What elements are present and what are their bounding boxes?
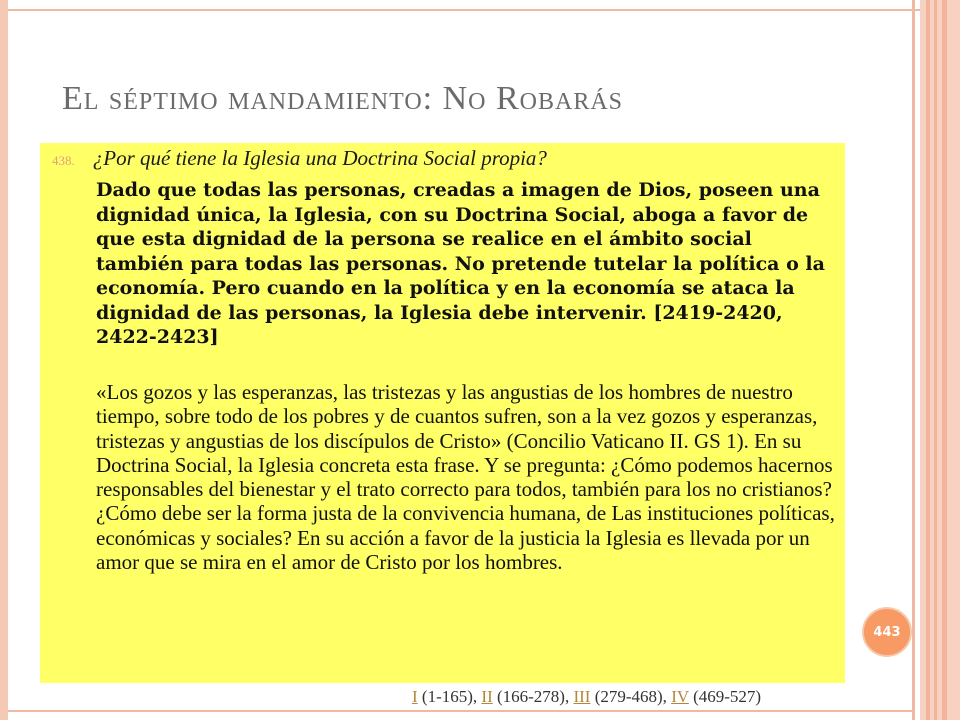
frame-stripe xyxy=(926,0,930,720)
section-range-i: (1-165), xyxy=(421,687,478,706)
answer-text: Dado que todas las personas, creadas a imagen de Dios, poseen una dignidad única, la Iglesia, con su Doctrina Social, aboga a favor de que esta dignidad de la persona se realice en el ámbito social también para todas las personas. No pretende tutelar la política o la economía. Pero cuando en la política y en la economía se ataca la dignidad de las personas, la Iglesia debe intervenir. [2419-2420, 2422-2423] xyxy=(96,179,825,348)
quote-text: «Los gozos y las esperanzas, las tristezas y las angustias de los hombres de nuestro tiempo, sobre todo de los pobres y de cuantos sufren, son a la vez gozos y esperanzas, tristezas y angustias de los discípulos de Cristo» (Concilio Vaticano II. GS 1). En su Doctrina Social, la Iglesia concreta esta frase. Y se pregunta: ¿Cómo podemos hacernos responsables del bienestar y el trato correcto para todos, también para los no cristianos? ¿Cómo debe ser la forma justa de la convivencia humana, de Las instituciones políticas, económicas y sociales? En su acción a favor de la justicia la Iglesia es llevada por un amor que se mira en el amor de Cristo por los hombres. xyxy=(96,380,835,575)
question-number: 438. xyxy=(52,153,75,168)
frame-right-border xyxy=(920,0,960,720)
frame-top-border xyxy=(8,0,920,11)
frame-stripe xyxy=(934,0,937,720)
frame-bottom-border xyxy=(8,710,912,712)
section-link-iii[interactable]: III xyxy=(573,687,591,706)
section-link-i[interactable]: I xyxy=(412,687,418,706)
slide-title: El séptimo mandamiento: No Robarás xyxy=(62,80,624,117)
section-link-ii[interactable]: II xyxy=(481,687,493,706)
question-line xyxy=(52,146,547,171)
section-range-ii: (166-278), xyxy=(496,687,570,706)
question-text: ¿Por qué tiene la Iglesia una Doctrina Social propia? xyxy=(92,146,547,170)
section-link-iv[interactable]: IV xyxy=(671,687,689,706)
frame-right-line xyxy=(912,0,915,720)
frame-stripe xyxy=(942,0,947,720)
page-number-badge: 443 xyxy=(862,607,912,657)
section-links xyxy=(412,687,761,707)
section-range-iii: (279-468), xyxy=(594,687,667,706)
frame-left-border xyxy=(0,0,8,720)
section-range-iv: (469-527) xyxy=(693,687,762,706)
